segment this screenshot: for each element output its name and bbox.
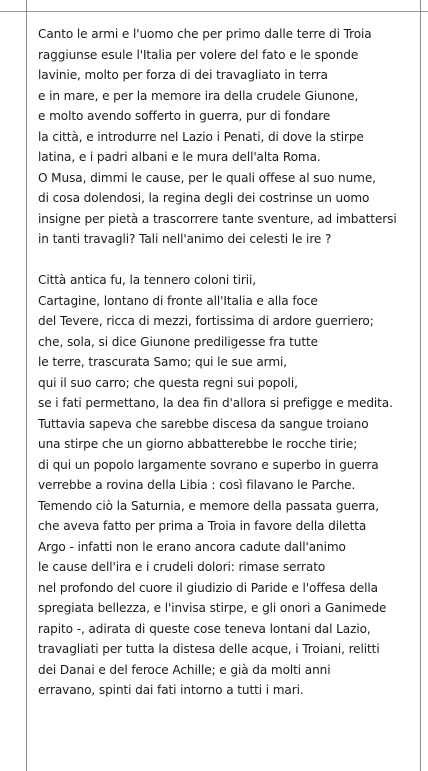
- text-line: raggiunse esule l'Italia per volere del fato e le sponde: [38, 47, 359, 62]
- text-line: che aveva fatto per prima a Troia in favore della diletta: [38, 519, 367, 533]
- table-right-border: [420, 0, 421, 771]
- text-line: e molto avendo sofferto in guerra, pur di fondare: [38, 109, 331, 123]
- text-line: che, sola, si dice Giunone prediligesse fra tutte: [38, 334, 318, 349]
- table-top-border: [0, 11, 428, 12]
- text-line: le terre, trascurata Samo; qui le sue armi,: [38, 355, 288, 369]
- text-line: Temendo ciò la Saturnia, e memore della passata guerra,: [38, 498, 379, 513]
- text-line: rapito -, adirata di queste cose teneva lontani dal Lazio,: [38, 621, 371, 636]
- text-line: di qui un popolo largamente sovrano e superbo in guerra: [38, 457, 379, 472]
- text-line: e in mare, e per la memore ira della crudele Giunone,: [38, 88, 359, 103]
- text-line: Canto le armi e l'uomo che per primo dalle terre di Troia: [38, 27, 372, 41]
- text-line: Argo - infatti non le erano ancora cadute dall'animo: [38, 539, 346, 554]
- text-line: O Musa, dimmi le cause, per le quali offese al suo nume,: [38, 170, 376, 185]
- text-line: del Tevere, ricca di mezzi, fortissima di ardore guerriero;: [38, 314, 374, 328]
- text-line: la città, e introdurre nel Lazio i Penati, di dove la stirpe: [38, 129, 364, 144]
- text-line: Città antica fu, la tennero coloni tirii,: [38, 273, 256, 287]
- text-line: erravano, spinti dai fati intorno a tutti i mari.: [38, 683, 304, 697]
- text-line: insigne per pietà a trascorrere tante sventure, ad imbattersi: [38, 211, 397, 226]
- text-line: latina, e i padri albani e le mura dell'alta Roma.: [38, 150, 321, 164]
- text-line: verrebbe a rovina della Libia : così filavano le Parche.: [38, 478, 356, 492]
- text-line: nel profondo del cuore il giudizio di Paride e l'offesa della: [38, 580, 378, 595]
- paragraph-spacer: [38, 250, 418, 271]
- text-line: travagliati per tutta la distesa delle acque, i Troiani, relitti: [38, 642, 380, 656]
- translation-text-cell: [38, 24, 418, 701]
- text-line: dei Danai e del feroce Achille; e già da molti anni: [38, 662, 331, 677]
- text-line: spregiata bellezza, e l'invisa stirpe, e gli onori a Ganimede: [38, 601, 387, 615]
- paragraph-2: [38, 270, 418, 701]
- text-line: Tuttavia sapeva che sarebbe discesa da sangue troiano: [38, 416, 369, 431]
- text-line: Cartagine, lontano di fronte all'Italia e alla foce: [38, 293, 318, 308]
- text-line: le cause dell'ira e i crudeli dolori: rimase serrato: [38, 560, 326, 574]
- text-line: qui il suo carro; che questa regni sui popoli,: [38, 375, 298, 390]
- text-line: di cosa dolendosi, la regina degli dei costrinse un uomo: [38, 191, 370, 205]
- text-line: in tanti travagli? Tali nell'animo dei celesti le ire ?: [38, 232, 332, 246]
- table-left-border: [26, 0, 27, 771]
- text-line: lavinie, molto per forza di dei travagliato in terra: [38, 68, 328, 82]
- text-line: una stirpe che un giorno abbatterebbe le rocche tirie;: [38, 437, 358, 451]
- paragraph-1: [38, 24, 418, 250]
- text-line: se i fati permettano, la dea fin d'allora si prefigge e medita.: [38, 396, 393, 410]
